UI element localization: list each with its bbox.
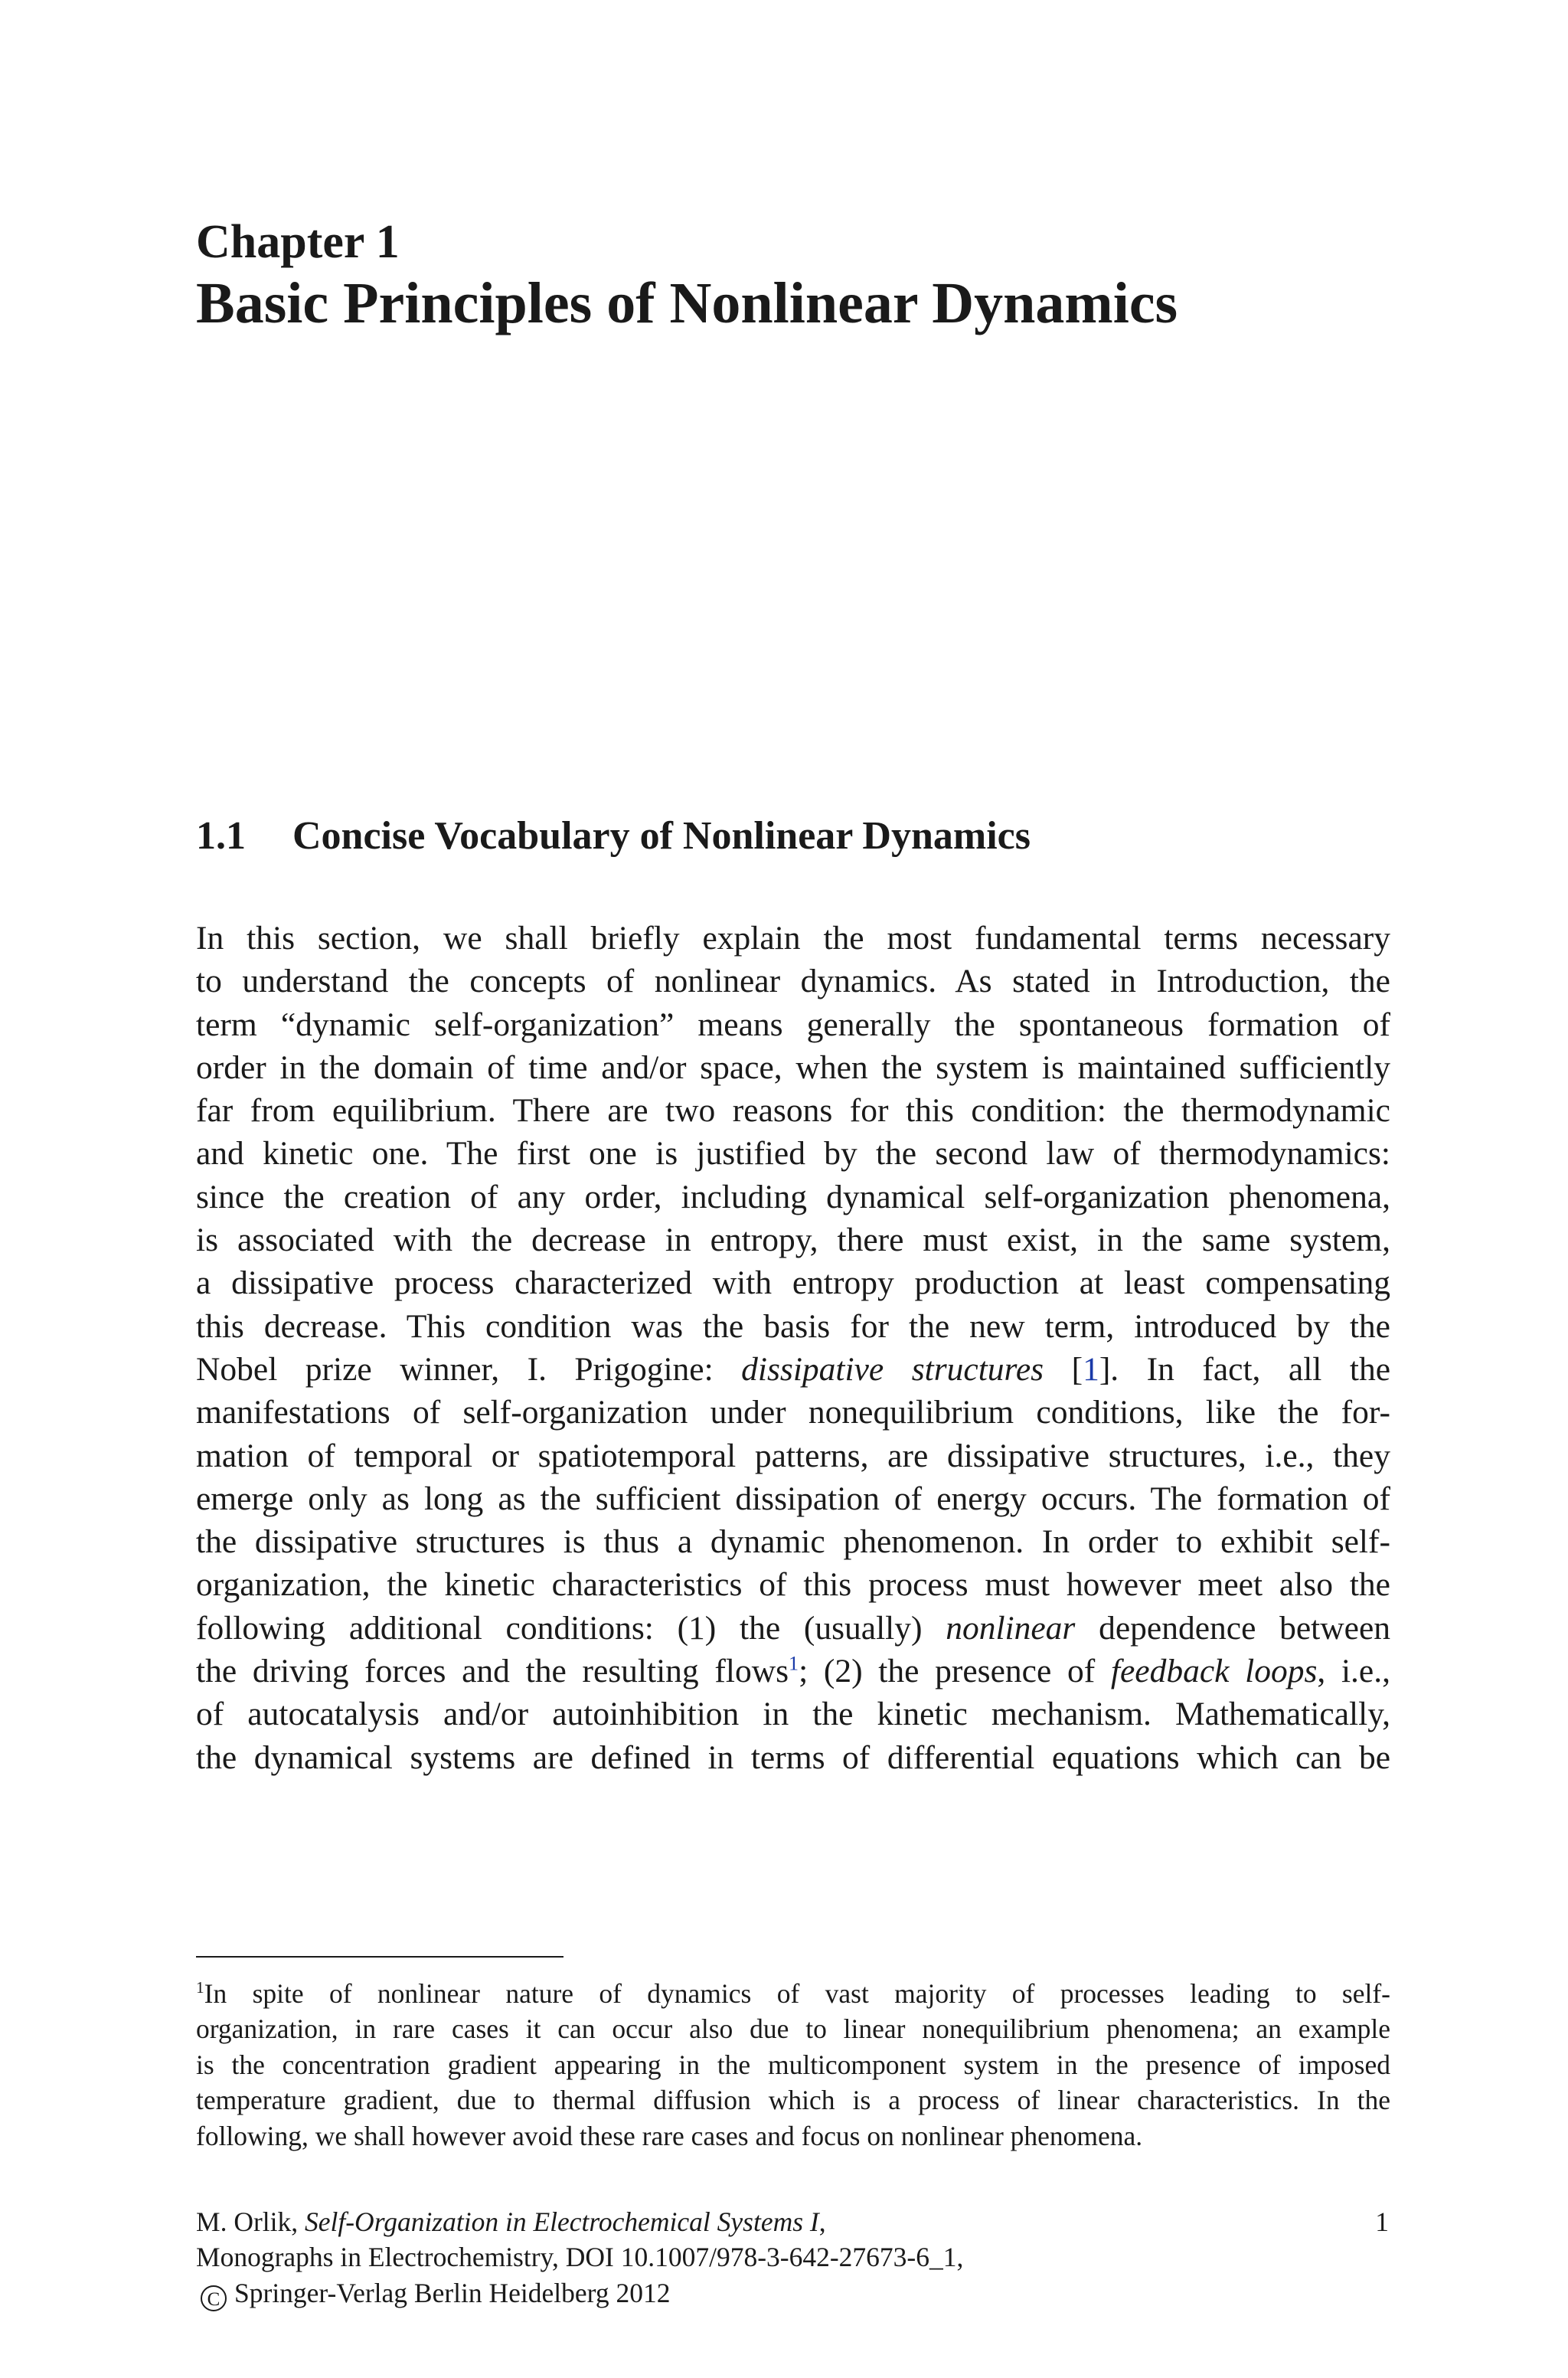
body-line (196, 1348, 1390, 1391)
body-line: mation of temporal or spatiotemporal patterns, are dissipative structures, i.e., they (196, 1437, 1390, 1474)
footnote-line: following, we shall however avoid these rare cases and focus on nonlinear phenomena. (196, 2120, 1143, 2151)
page-number: 1 (1375, 2206, 1389, 2237)
copyright-icon: C (201, 2285, 227, 2311)
body-line: of autocatalysis and/or autoinhibition in the kinetic mechanism. Mathematically, (196, 1696, 1390, 1733)
body-text-span: , i.e., (1317, 1653, 1390, 1690)
body-line: In this section, we shall briefly explain the most fundamental terms necessary (196, 920, 1390, 957)
footnote-divider (196, 1956, 564, 1958)
body-line: organization, the kinetic characteristics of this process must however meet also the (196, 1566, 1390, 1604)
body-text-span: Nobel prize winner, I. Prigogine: (196, 1350, 742, 1388)
footnote-line: temperature gradient, due to thermal diffusion which is a process of linear characteristics. In the (196, 2085, 1390, 2116)
body-text-span: ; (2) the presence of (799, 1653, 1111, 1690)
footnote-ref[interactable]: 1 (789, 1652, 799, 1675)
section-heading (196, 813, 1031, 859)
body-paragraph (196, 917, 1390, 1779)
body-line: this decrease. This condition was the basis for the new term, introduced by the (196, 1307, 1390, 1345)
body-text-span: dependence between (1075, 1609, 1391, 1647)
body-line: term “dynamic self-organization” means generally the spontaneous formation of (196, 1006, 1390, 1043)
body-text-span: ]. In fact, all the (1099, 1350, 1390, 1388)
body-line: the dissipative structures is thus a dynamic phenomenon. In order to exhibit self- (196, 1523, 1390, 1561)
publication-info (196, 2204, 1390, 2311)
feedback-loops-term: feedback loops (1110, 1653, 1318, 1690)
body-line: and kinetic one. The first one is justified by the second law of thermodynamics: (196, 1135, 1390, 1173)
citation-link[interactable]: 1 (1083, 1350, 1099, 1388)
series-doi-line: Monographs in Electrochemistry, DOI 10.1007/978-3-642-27673-6_1, (196, 2242, 964, 2273)
body-line: manifestations of self-organization under nonequilibrium conditions, like the for- (196, 1394, 1390, 1431)
book-title: Self-Organization in Electrochemical Systems I (305, 2206, 819, 2237)
body-line: since the creation of any order, including dynamical self-organization phenomena, (196, 1178, 1390, 1215)
body-line: emerge only as long as the sufficient dissipation of energy occurs. The formation of (196, 1480, 1390, 1517)
body-line: far from equilibrium. There are two reasons for this condition: the thermodynamic (196, 1092, 1390, 1130)
chapter-label: Chapter 1 (196, 216, 400, 268)
body-line: to understand the concepts of nonlinear dynamics. As stated in Introduction, the (196, 963, 1390, 1000)
dissipative-structures-term: dissipative structures (741, 1350, 1044, 1388)
footnote-line: is the concentration gradient appearing in the multicomponent system in the presence of imposed (196, 2049, 1390, 2080)
author: M. Orlik, (196, 2206, 305, 2237)
section-number: 1.1 (196, 814, 246, 858)
body-line: a dissipative process characterized with entropy production at least compensating (196, 1264, 1390, 1302)
footnote (196, 1976, 1390, 2154)
body-line: is associated with the decrease in entropy, there must exist, in the same system, (196, 1222, 1390, 1259)
nonlinear-term: nonlinear (946, 1609, 1076, 1647)
body-text-span: following additional conditions: (1) the (usually) (196, 1609, 946, 1647)
body-line: the dynamical systems are defined in terms of differential equations which can be (196, 1739, 1390, 1776)
chapter-title: Basic Principles of Nonlinear Dynamics (196, 271, 1178, 335)
footnote-line: organization, in rare cases it can occur also due to linear nonequilibrium phenomena; an example (196, 2013, 1390, 2045)
punctuation: , (818, 2206, 826, 2237)
body-line (196, 1607, 1390, 1650)
citation-line (196, 2204, 1390, 2239)
copyright-line (196, 2275, 1390, 2311)
footnote-text: In spite of nonlinear nature of dynamics of vast majority of processes leading to self- (204, 1978, 1390, 2009)
footnote-line (196, 1976, 1390, 2011)
section-title: Concise Vocabulary of Nonlinear Dynamics (292, 814, 1031, 858)
footnote-marker: 1 (196, 1978, 204, 1997)
body-text-span: [ (1044, 1350, 1083, 1388)
body-text-span: the driving forces and the resulting flows (196, 1653, 789, 1690)
copyright-text: Springer-Verlag Berlin Heidelberg 2012 (234, 2277, 671, 2308)
body-line (196, 1650, 1390, 1693)
body-line: order in the domain of time and/or space, when the system is maintained sufficiently (196, 1048, 1390, 1086)
